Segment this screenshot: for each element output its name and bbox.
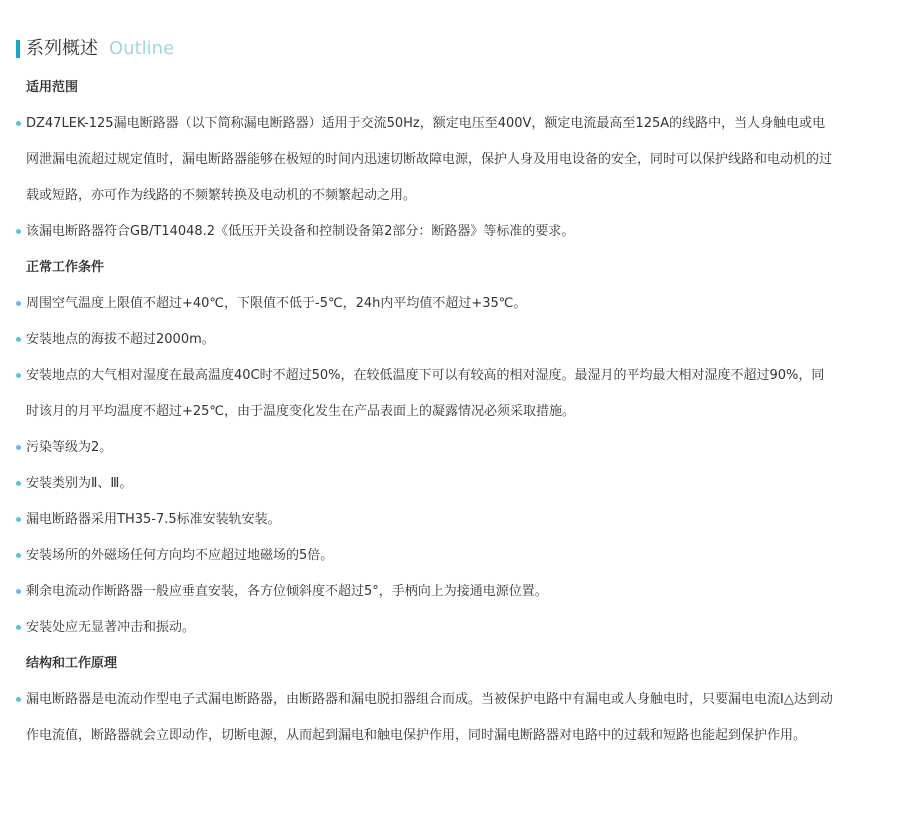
bullet-dot-icon: [16, 229, 21, 234]
bullet-dot-icon: [16, 481, 21, 486]
content: [16, 70, 836, 754]
header-accent-bar: [16, 40, 20, 58]
bullet-dot-icon: [16, 337, 21, 342]
list-item-text: 该漏电断路器符合GB/T14048.2《低压开关设备和控制设备第2部分：断路器》等标准的要求。: [26, 224, 575, 239]
list-item: [16, 538, 836, 574]
bullet-dot-icon: [16, 445, 21, 450]
list-item: [16, 502, 836, 538]
list-item-text: 安装地点的海拔不超过2000m。: [26, 332, 215, 347]
bullet-dot-icon: [16, 373, 21, 378]
list-item: [16, 610, 836, 646]
list-item-text: 安装处应无显著冲击和振动。: [26, 620, 196, 635]
list-item: [16, 106, 836, 214]
list-item: [16, 358, 836, 430]
list-item: [16, 682, 836, 754]
section-heading: 正常工作条件: [26, 260, 105, 275]
page-title: 系列概述: [26, 38, 98, 59]
bullet-dot-icon: [16, 625, 21, 630]
bullet-dot-icon: [16, 301, 21, 306]
section-conditions: [16, 250, 836, 646]
list-item-text: 安装场所的外磁场任何方向均不应超过地磁场的5倍。: [26, 548, 334, 563]
bullet-dot-icon: [16, 589, 21, 594]
list-item-text: 安装类别为Ⅱ、Ⅲ。: [26, 476, 133, 491]
list-item-text: 漏电断路器采用TH35-7.5标准安装轨安装。: [26, 512, 281, 527]
list-item: [16, 286, 836, 322]
section-structure: [16, 646, 836, 754]
list-item: [16, 574, 836, 610]
bullet-dot-icon: [16, 121, 21, 126]
bullet-dot-icon: [16, 517, 21, 522]
section-heading: 适用范围: [26, 80, 79, 95]
section-heading: 结构和工作原理: [26, 656, 118, 671]
list-item: [16, 430, 836, 466]
list-item-text: DZ47LEK-125漏电断路器（以下简称漏电断路器）适用于交流50Hz，额定电压至400V，额定电流最高至125A的线路中，当人身触电或电网泄漏电流超过规定值时，漏电断路器能够在极短的时间内迅速切断故障电源，保护人身及用电设备的安全，同时可以保护线路和电动机的过载或短路，亦可作为线路的不频繁转换及电动机的不频繁起动之用。: [26, 116, 833, 203]
list-item: [16, 214, 836, 250]
bullet-dot-icon: [16, 697, 21, 702]
list-item: [16, 466, 836, 502]
list-item-text: 污染等级为2。: [26, 440, 113, 455]
list-item-text: 漏电断路器是电流动作型电子式漏电断路器，由断路器和漏电脱扣器组合而成。当被保护电路中有漏电或人身触电时，只要漏电电流I△达到动作电流值，断路器就会立即动作，切断电源，从而起到漏电和触电保护作用，同时漏电断路器对电路中的过载和短路也能起到保护作用。: [26, 692, 833, 743]
list-item: [16, 322, 836, 358]
section-scope: [16, 70, 836, 250]
list-item-text: 剩余电流动作断路器一般应垂直安装，各方位倾斜度不超过5°，手柄向上为接通电源位置。: [26, 584, 548, 599]
section-header: [16, 36, 174, 62]
page-title-english: Outline: [109, 38, 175, 59]
list-item-text: 安装地点的大气相对湿度在最高温度40C时不超过50%，在较低温度下可以有较高的相对湿度。最湿月的平均最大相对湿度不超过90%，同时该月的月平均温度不超过+25℃，由于温度变化发生在产品表面上的凝露情况必须采取措施。: [26, 368, 825, 419]
bullet-dot-icon: [16, 553, 21, 558]
list-item-text: 周围空气温度上限值不超过+40℃，下限值不低于-5℃，24h内平均值不超过+35℃。: [26, 296, 527, 311]
